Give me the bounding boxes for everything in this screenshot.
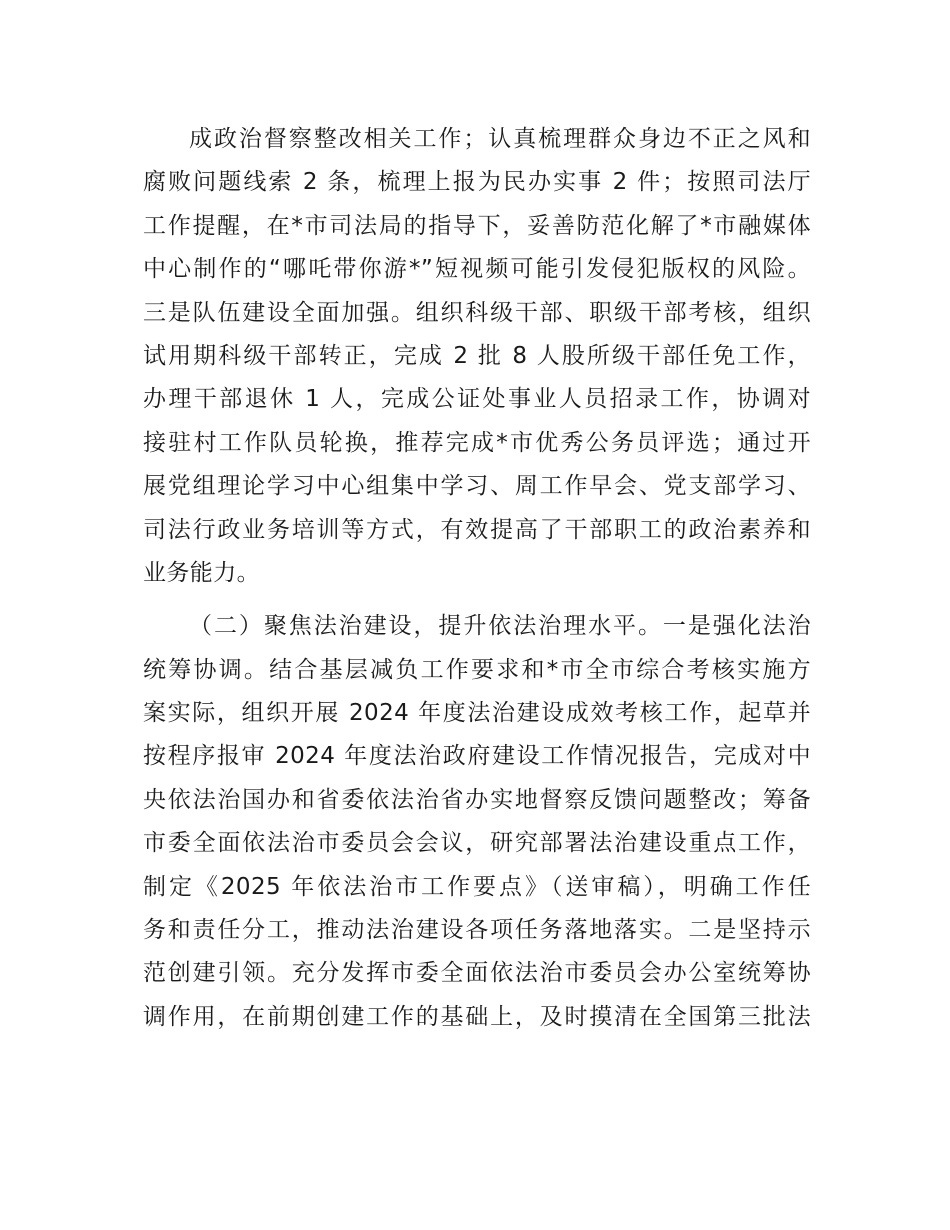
text-line: 制定《2025 年依法治市工作要点》（送审稿），明确工作任 [143,873,811,900]
text-line: 调作用，在前期创建工作的基础上，及时摸清在全国第三批法 [143,1003,811,1030]
text-line: 办理干部退休 1 人，完成公证处事业人员招录工作，协调对 [143,386,811,413]
text-line: 范创建引领。充分发挥市委全面依法治市委员会办公室统筹协 [143,960,811,987]
text-line: 中心制作的“哪吒带你游*”短视频可能引发侵犯版权的风险。 [143,256,811,283]
document-body [143,118,811,1039]
text-line: 接驻村工作队员轮换，推荐完成*市优秀公务员评选；通过开 [143,429,811,456]
text-line: 案实际，组织开展 2024 年度法治建设成效考核工作，起草并 [143,700,811,727]
text-line: 统筹协调。结合基层减负工作要求和*市全市综合考核实施方 [143,656,811,683]
paragraph-2 [143,605,811,1039]
text-line: 业务能力。 [143,559,260,586]
text-line: 市委全面依法治市委员会会议，研究部署法治建设重点工作， [143,830,811,857]
text-line: 司法行政业务培训等方式，有效提高了干部职工的政治素养和 [143,516,811,543]
text-line: 务和责任分工，推动法治建设各项任务落地落实。二是坚持示 [143,917,811,944]
text-line: 试用期科级干部转正，完成 2 批 8 人股所级干部任免工作， [143,342,811,369]
text-line: （二）聚焦法治建设，提升依法治理水平。一是强化法治 [189,613,811,640]
text-line: 三是队伍建设全面加强。组织科级干部、职级干部考核，组织 [143,299,811,326]
paragraph-spacer [143,595,811,605]
paragraph-1 [143,118,811,595]
text-line: 腐败问题线索 2 条，梳理上报为民办实事 2 件；按照司法厅 [143,169,811,196]
text-line: 工作提醒，在*市司法局的指导下，妥善防范化解了*市融媒体 [143,212,811,239]
text-line: 展党组理论学习中心组集中学习、周工作早会、党支部学习、 [143,473,811,500]
text-line: 央依法治国办和省委依法治省办实地督察反馈问题整改；筹备 [143,786,811,813]
text-line: 成政治督察整改相关工作；认真梳理群众身边不正之风和 [189,126,811,152]
text-line: 按程序报审 2024 年度法治政府建设工作情况报告，完成对中 [143,743,811,770]
